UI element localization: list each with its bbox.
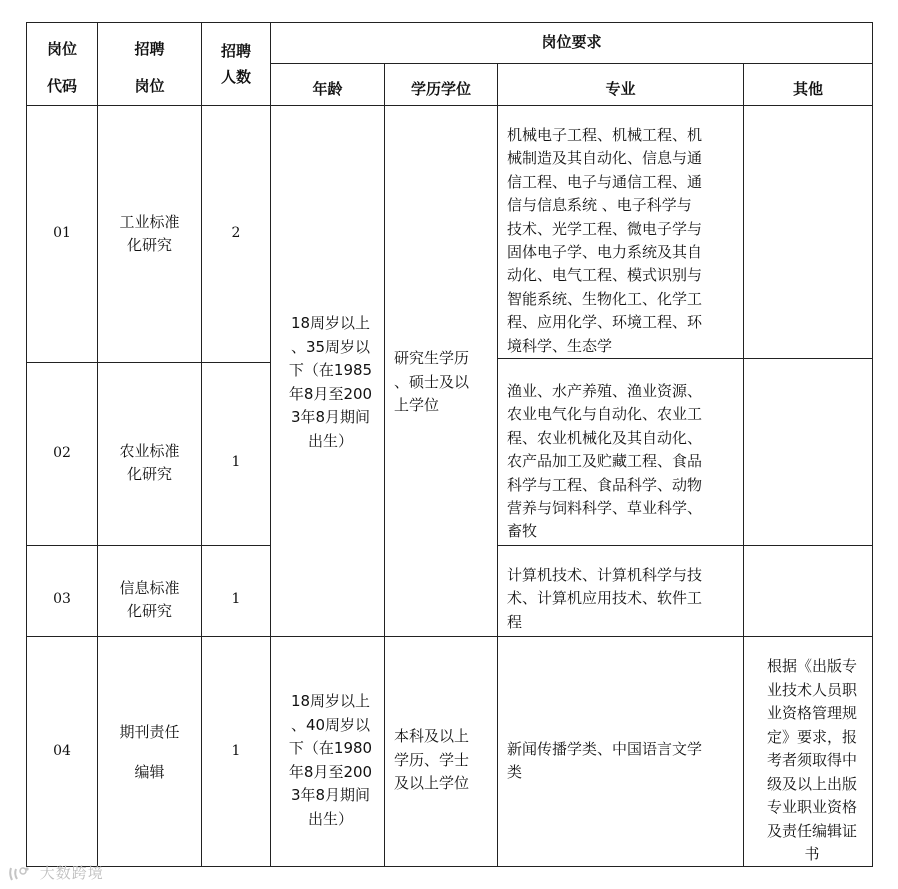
watermark <box>8 862 104 883</box>
col-divider-major-other <box>743 63 744 867</box>
row4-position: 期刊责任 编辑 <box>119 722 180 781</box>
row3-code: 03 <box>53 591 71 608</box>
age-row-4: 18周岁以上 、40周岁以 下（在1980 年8月至200 3年8月期间 出生） <box>288 692 373 828</box>
header-count: 招聘 人数 <box>220 42 251 86</box>
header-education: 学历学位 <box>410 80 471 99</box>
header-requirements: 岗位要求 <box>541 32 602 51</box>
row2-other <box>748 365 872 543</box>
col-divider-count-age <box>270 22 271 867</box>
table-bottom-border <box>26 866 873 867</box>
col-divider-edu-major <box>497 63 498 867</box>
watermark-text: 大数跨境 <box>39 864 104 882</box>
table-right-border <box>872 22 873 867</box>
education-rows-1-3: 研究生学历 、硕士及以 上学位 <box>394 349 470 414</box>
header-position: 招聘 岗位 <box>134 40 165 95</box>
header-other: 其他 <box>792 80 823 99</box>
row1-count: 2 <box>231 225 241 242</box>
row1-position: 工业标准 化研究 <box>119 212 180 254</box>
row3-count: 1 <box>231 591 241 608</box>
header-age: 年龄 <box>312 80 343 99</box>
row1-code: 01 <box>53 225 71 242</box>
header-code: 岗位 代码 <box>46 40 77 95</box>
row2-major: 渔业、水产养殖、渔业资源、 农业电气化与自动化、农业工 程、农业机械化及其自动化、 农产品加工及贮藏工程、食品 科学与工程、食品科学、动物 营养与饲料科学、草业科学、 畜牧 <box>507 382 703 541</box>
row2-code: 02 <box>53 445 71 462</box>
age-rows-1-3: 18周岁以上 、35周岁以 下（在1985 年8月至200 3年8月期间 出生） <box>288 314 373 450</box>
row3-major: 计算机技术、计算机科学与技 术、计算机应用技术、软件工 程 <box>507 566 703 631</box>
row4-major: 新闻传播学类、中国语言文学 类 <box>507 740 703 782</box>
row1-other <box>748 110 872 350</box>
row4-other: 根据《出版专 业技术人员职 业资格管理规 定》要求，报 考者须取得中 级及以上出版 专业职业资格 及责任编辑证 书 <box>766 657 857 863</box>
row4-code: 04 <box>53 742 71 759</box>
row3-other <box>748 548 872 634</box>
row3-position: 信息标准 化研究 <box>119 578 180 620</box>
row2-count: 1 <box>231 454 241 471</box>
header-sub-divider <box>270 63 873 64</box>
brand-logo-icon <box>8 865 30 883</box>
row1-major: 机械电子工程、机械工程、机 械制造及其自动化、信息与通 信工程、电子与通信工程、通 信与信息系统 、电子科学与 技术、光学工程、微电子学与 固体电子学、电力系统及其自 动化、电气工程、模式识别与 智能系统、生物化工、化学工 程、应用化学、环境工程、环 境科学、生态学 <box>507 126 703 355</box>
row2-position: 农业标准 化研究 <box>119 441 180 483</box>
row4-count: 1 <box>231 742 241 759</box>
col-divider-age-edu <box>384 63 385 867</box>
row-divider-2-3-right <box>497 545 873 546</box>
education-row-4: 本科及以上 学历、学士 及以上学位 <box>394 727 470 792</box>
header-major: 专业 <box>605 80 636 99</box>
